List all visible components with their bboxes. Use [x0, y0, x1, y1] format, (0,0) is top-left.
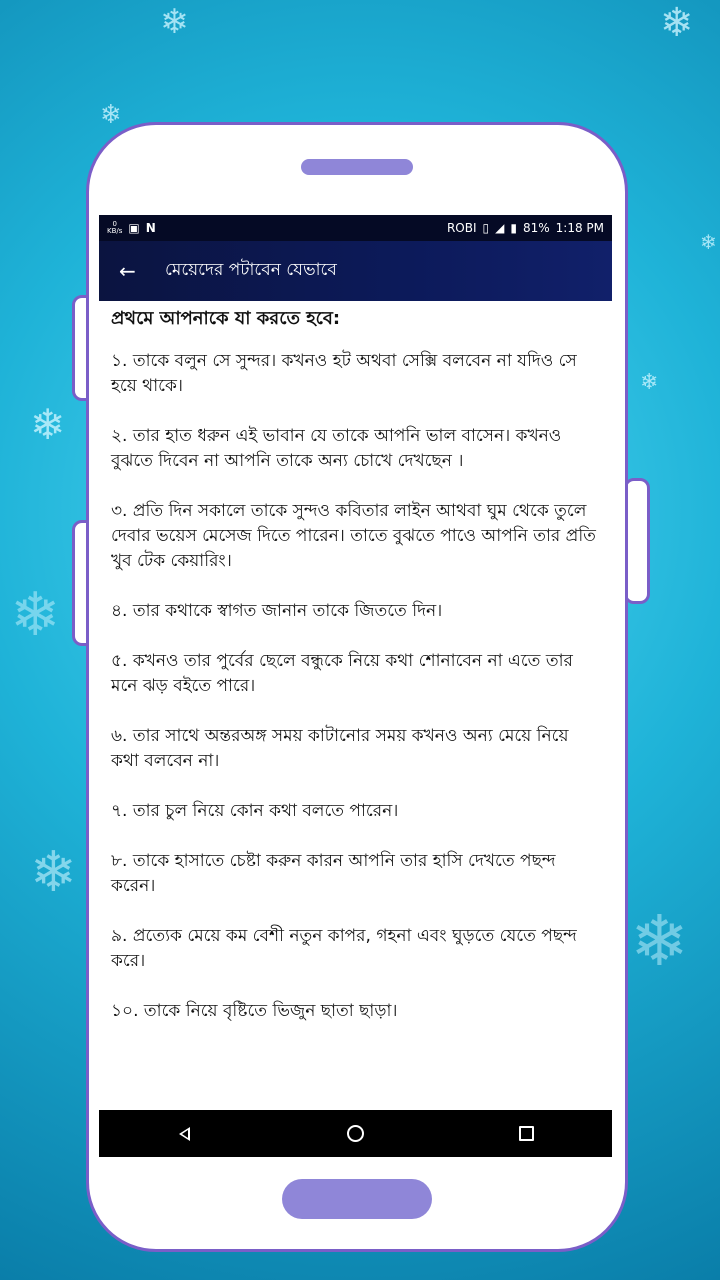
nav-recents-button[interactable]: [507, 1114, 547, 1154]
list-item: ৩. প্রতি দিন সকালে তাকে সুন্দও কবিতার লাইন আথবা ঘুম থেকে তুলে দেবার ভয়েস মেসেজ দিতে পারেন। তাতে বুঝতে পাওে আপনি তার প্রতি খুব টেক কেয়ারিং।: [111, 501, 596, 571]
nav-home-button[interactable]: [336, 1114, 376, 1154]
snowflake-decoration: ❄: [660, 0, 694, 46]
image-icon: ▣: [128, 221, 140, 235]
phone-screen: [99, 215, 612, 1157]
network-speed-unit: KB/s: [107, 227, 123, 235]
page-title: মেয়েদের পটাবেন যেভাবে: [165, 260, 337, 280]
signal-icon: ◢: [495, 221, 505, 235]
snowflake-decoration: ❄: [100, 100, 122, 130]
snowflake-decoration: ❄: [700, 230, 717, 254]
status-bar: [99, 215, 612, 241]
list-item: ১০. তাকে নিয়ে বৃষ্টিতে ভিজুন ছাতা ছাড়া।: [111, 1001, 398, 1021]
circle-home-icon: [347, 1125, 364, 1142]
app-bar: [99, 241, 612, 301]
snowflake-decoration: ❄: [10, 580, 61, 650]
snowflake-decoration: ❄: [30, 840, 77, 905]
vibrate-icon: ▯: [482, 221, 490, 235]
triangle-back-icon: [179, 1127, 190, 1141]
navigation-bar: [99, 1110, 612, 1157]
clock: 1:18 PM: [555, 221, 604, 235]
battery-icon: ▮: [510, 221, 517, 235]
carrier-name: ROBI: [446, 221, 477, 235]
network-speed-value: 0: [112, 220, 117, 228]
snowflake-decoration: ❄: [630, 900, 689, 982]
list-item: ১. তাকে বলুন সে সুন্দর। কখনও হট অথবা সেক্সি বলবেন না যদিও সে হয়ে থাকে।: [111, 351, 577, 396]
notification-n-icon: N: [145, 221, 156, 235]
snowflake-decoration: ❄: [30, 400, 66, 449]
list-item: ৯. প্রত্যেক মেয়ে কম বেশী নতুন কাপর, গহনা এবং ঘুড়তে যেতে পছন্দ করে।: [111, 926, 577, 971]
snowflake-decoration: ❄: [640, 370, 659, 395]
list-item: ৪. তার কথাকে স্বাগত জানান তাকে জিততে দিন।: [111, 601, 443, 621]
snowflake-decoration: ❄: [160, 2, 189, 42]
article-content[interactable]: [99, 301, 612, 1109]
list-item: ৮. তাকে হাসাতে চেষ্টা করুন কারন আপনি তার হাসি দেখতে পছন্দ করেন।: [111, 851, 556, 896]
square-recents-icon: [519, 1126, 534, 1141]
list-item: ৭. তার চুল নিয়ে কোন কথা বলতে পারেন।: [111, 801, 399, 821]
arrow-left-icon[interactable]: ←: [119, 259, 136, 283]
nav-back-button[interactable]: [165, 1114, 205, 1154]
phone-home-button[interactable]: [282, 1179, 432, 1219]
list-item: ২. তার হাত ধরুন এই ভাবান যে তাকে আপনি ভাল বাসেন। কখনও বুঝতে দিবেন না আপনি তাকে অন্য চোখে দেখছেন ।: [111, 426, 562, 471]
battery-level: 81%: [522, 221, 550, 235]
list-item: ৫. কখনও তার পুর্বের ছেলে বন্ধুকে নিয়ে কথা শোনাবেন না এতে তার মনে ঝড় বইতে পারে।: [111, 651, 573, 696]
article-heading: প্রথমে আপনাকে যা করতে হবে:: [111, 308, 341, 329]
phone-speaker: [301, 159, 413, 175]
list-item: ৬. তার সাথে অন্তরঅঙ্গ সময় কাটানোর সময় কখনও অন্য মেয়ে নিয়ে কথা বলবেন না।: [111, 726, 569, 771]
network-speed: [107, 221, 122, 235]
